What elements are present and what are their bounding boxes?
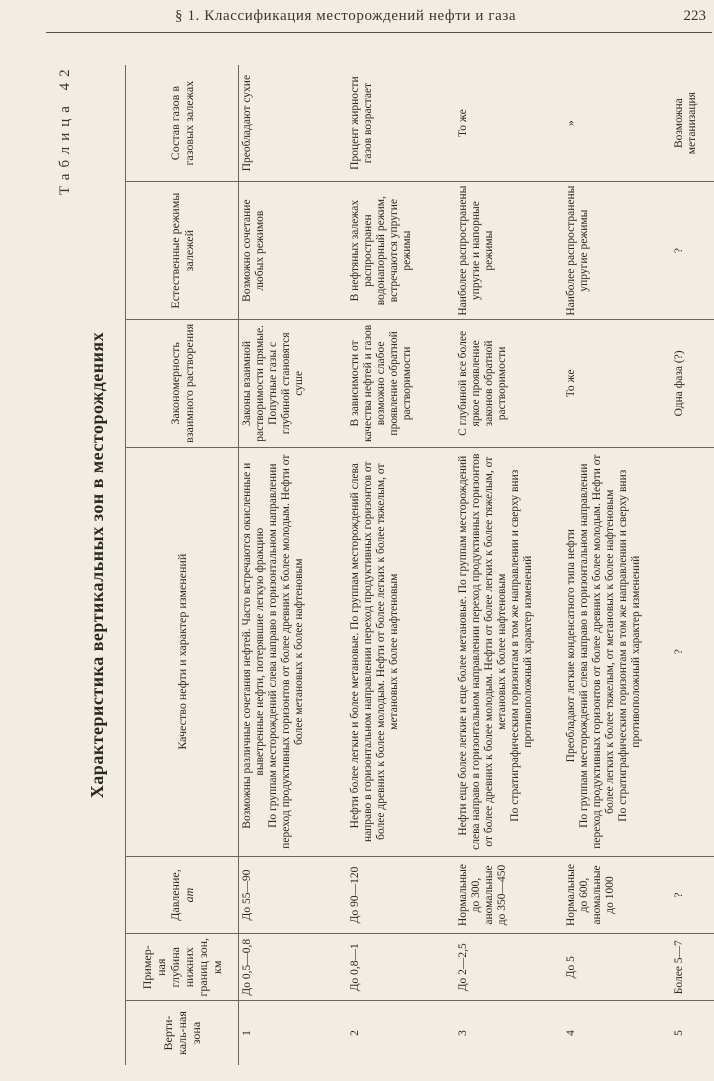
cell-regimes: Наиболее распространены упругие режимы [563, 182, 671, 320]
cell-depth: До 0,8—1 [347, 934, 455, 1001]
table-row [563, 65, 671, 1065]
col-header-pressure [126, 856, 239, 934]
col-header-gas: Состав газов в газовых залежах [126, 65, 239, 182]
rotated-table-block [55, 45, 698, 1065]
quality-paragraph: Нефти более легкие и более метановые. По группам месторождений слева направо в горизонтальном направлении переход продуктивных горизонтов от более древних к более молодым. Нефти от более легких к более тяжелым, от метановых к более нафтеновым [349, 461, 400, 842]
col-header-quality: Качество нефти и характер изменений [126, 447, 239, 856]
cell-regimes: ? [671, 182, 714, 320]
cell-zone: 2 [349, 1030, 361, 1036]
quality-paragraph: Возможны различные сочетания нефтей. Часто встречаются окисленные и выветренные нефти, потерявшие легкую фракцию [241, 462, 266, 829]
cell-zone: 3 [457, 1030, 469, 1036]
col-header-depth: Пример-ная глубина нижних границ зон, км [126, 934, 239, 1001]
page-number: 223 [683, 8, 706, 24]
cell-regimes: Возможно сочетание любых режимов [239, 182, 348, 320]
cell-gas: Возможна метанизация [671, 65, 714, 182]
cell-quality [563, 447, 671, 856]
cell-solubility: То же [563, 320, 671, 448]
table-row [347, 65, 455, 1065]
col-header-regimes: Естественные режимы залежей [126, 182, 239, 320]
cell-depth: До 0,5—0,8 [239, 934, 348, 1001]
cell-zone: 5 [673, 1030, 685, 1036]
quality-paragraph: По группам месторождений слева направо в горизонтальном направлении переход продуктивных горизонтов от более древних к более молодым. Нефти от более легких к более тяжелым, от метановых к более нафтеновым [578, 454, 616, 849]
table-row [239, 65, 348, 1065]
table-header-row [126, 65, 239, 1065]
table-row [455, 65, 563, 1065]
cell-quality [455, 447, 563, 856]
running-title: § 1. Классификация месторождений нефти и газа [175, 8, 517, 24]
cell-quality [347, 447, 455, 856]
cell-depth: Более 5—7 [671, 934, 714, 1001]
running-header [0, 0, 714, 36]
table-row [671, 65, 714, 1065]
quality-paragraph: По стратиграфическим горизонтам в том же направлении и сверху вниз противоположный характер изменений [617, 469, 642, 822]
table-label: Таблица 42 [57, 63, 73, 195]
zones-table [125, 65, 714, 1065]
cell-quality [239, 447, 348, 856]
header-rule [46, 32, 712, 33]
cell-pressure: До 55—90 [239, 856, 348, 934]
cell-solubility: Одна фаза (?) [671, 320, 714, 448]
cell-pressure: ? [671, 856, 714, 934]
cell-regimes: Наиболее распространены упругие и напорные режимы [455, 182, 563, 320]
cell-pressure: До 90—120 [347, 856, 455, 934]
cell-pressure: Нормальные до 600, аномальные до 1000 [563, 856, 671, 934]
cell-gas: » [563, 65, 671, 182]
pressure-header-unit: ат [182, 887, 196, 903]
pressure-header-label: Давление, [168, 869, 182, 921]
quality-paragraph: Преобладают легкие конденсатного типа нефти [565, 529, 577, 763]
quality-paragraph: По группам месторождений слева направо в горизонтальном направлении переход продуктивных горизонтов от более древних к более молодым. Нефти от более метановых к более нафтеновым [267, 454, 305, 849]
cell-regimes: В нефтяных залежах распространен водонапорный режим, встречаются упругие режимы [347, 182, 455, 320]
cell-gas: Преобладают сухие [239, 65, 348, 182]
quality-paragraph: По стратиграфическим горизонтам в том же направлении и сверху вниз противоположный характер изменений [509, 469, 534, 822]
cell-zone: 4 [565, 1030, 577, 1036]
quality-paragraph: ? [673, 649, 685, 655]
cell-depth: До 2—2,5 [455, 934, 563, 1001]
col-header-solubility: Закономерность взаимного растворения [126, 320, 239, 448]
cell-pressure: Нормальные до 300, аномальные до 350—450 [455, 856, 563, 934]
cell-quality [671, 447, 714, 856]
table-title: Характеристика вертикальных зон в месторождениях [87, 331, 107, 799]
cell-gas: Процент жирности газов возрастает [347, 65, 455, 182]
cell-solubility: В зависимости от качества нефтей и газов возможно слабое проявление обратной растворимости [347, 320, 455, 448]
quality-paragraph: Нефти еще более легкие и еще более метановые. По группам месторождений слева направо в горизонтальном направлении переход продуктивных горизонтов от более древних к более молодым. Нефти от более легких к более тяжелым, от метановых к более нафтеновым [457, 453, 508, 850]
cell-solubility: Законы взаимной растворимости прямые. Попутные газы с глубиной становятся суше [239, 320, 348, 448]
col-header-zone: Верти-каль-ная зона [126, 1001, 239, 1065]
cell-depth: До 5 [563, 934, 671, 1001]
cell-zone: 1 [241, 1030, 253, 1036]
cell-solubility: С глубиной все более яркое проявление законов обратной растворимости [455, 320, 563, 448]
cell-gas: То же [455, 65, 563, 182]
